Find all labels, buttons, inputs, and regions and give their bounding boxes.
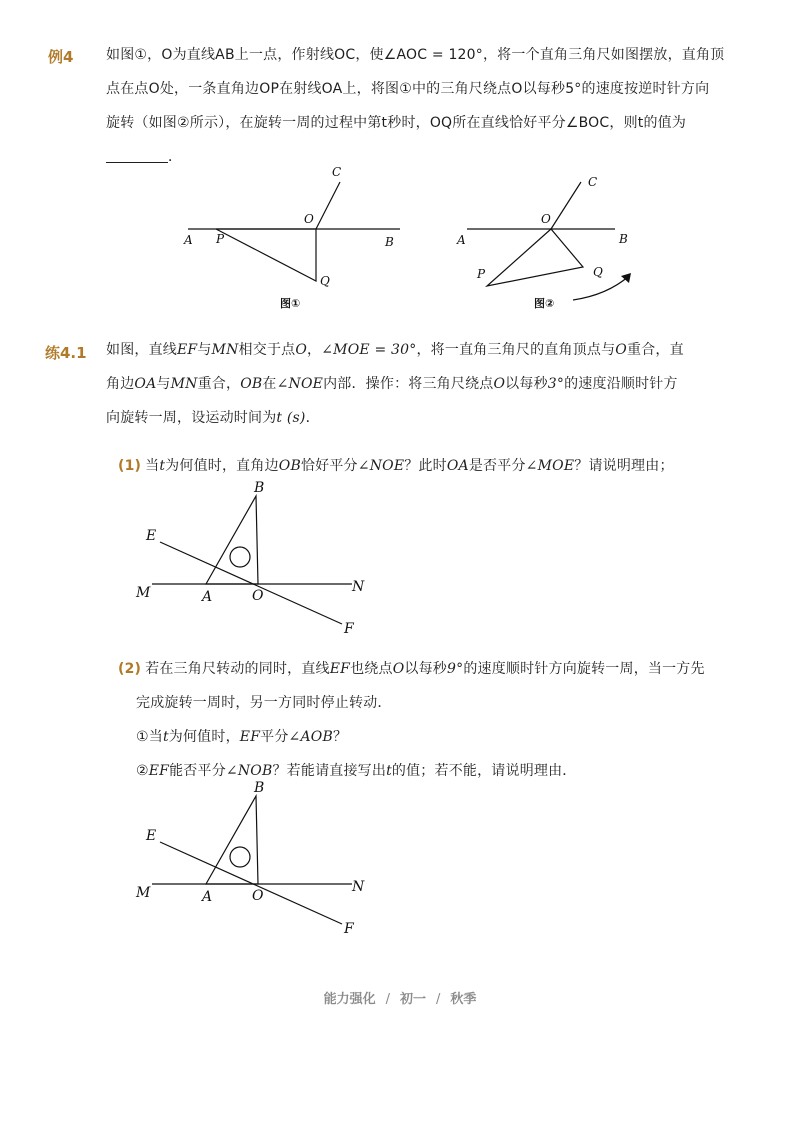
label-a: A (457, 233, 466, 247)
label-q: Q (593, 265, 603, 279)
exercise-line-1: 如图，直线EF与MN相交于点O，∠MOE = 30°，将一直角三角尺的直角顶点与O重合，直 (106, 342, 684, 358)
ray-oc (316, 182, 340, 229)
question-2 (118, 652, 705, 788)
question-2-line-2: 完成旋转一周时，另一方同时停止转动． (136, 695, 392, 711)
triangle (206, 796, 258, 884)
line-ef (160, 842, 342, 924)
question-2-part-ii: ②EF能否平分∠NOB？若能请直接写出t的值；若不能，请说明理由． (136, 763, 577, 779)
label-o: O (252, 888, 264, 904)
answer-blank[interactable] (106, 146, 168, 163)
label-n: N (352, 879, 365, 895)
label-a: A (202, 589, 213, 605)
example-4-label: 例4 (48, 48, 74, 66)
footer-grade: 初一 (399, 992, 426, 1007)
label-m: M (136, 885, 151, 901)
exercise-4-1-label: 练4.1 (45, 344, 87, 362)
label-b: B (619, 232, 628, 246)
example-4-line-2: 点在点O处，一条直角边OP在射线OA上，将图①中的三角尺绕点O以每秒5°的速度按逆时针方向 (106, 81, 710, 97)
exercise-line-2: 角边OA与MN重合，OB在∠NOE内部．操作：将三角尺绕点O以每秒3°的速度沿顺时针方 (106, 376, 678, 392)
triangle (216, 229, 316, 281)
exercise-4-1-text (106, 333, 684, 435)
label-b: B (385, 235, 394, 249)
footer-term: 秋季 (450, 992, 477, 1007)
page-footer: 能力强化 / 初一 / 秋季 (323, 992, 477, 1007)
figure-b (130, 778, 380, 943)
example-4-text (106, 38, 724, 174)
label-o: O (304, 212, 314, 226)
example-4-line-3: 旋转（如图②所示），在旋转一周的过程中第t秒时，OQ所在直线恰好平分∠BOC，则t的值为 (106, 115, 687, 131)
figure-1 (180, 160, 410, 320)
exercise-line-3: 向旋转一周，设运动时间为t (s)． (106, 410, 320, 426)
figure-2 (455, 160, 655, 320)
figure-2-caption: 图② (534, 297, 555, 310)
line-ef (160, 542, 342, 624)
ray-oc (551, 182, 581, 229)
question-2-number: (2) (118, 661, 142, 677)
figure-a (130, 478, 380, 643)
label-n: N (352, 579, 365, 595)
triangle (206, 496, 258, 584)
question-2-part-i: ①当t为何值时，EF平分∠AOB？ (136, 729, 348, 745)
example-4-line-4: ． (106, 140, 724, 174)
label-o: O (541, 212, 551, 226)
label-m: M (136, 585, 151, 601)
label-e: E (146, 828, 157, 844)
figure-1-caption: 图① (280, 297, 301, 310)
label-f: F (344, 621, 354, 637)
label-c: C (332, 165, 342, 179)
triangle (487, 229, 583, 286)
label-p: P (216, 232, 225, 246)
label-b: B (254, 780, 265, 796)
label-f: F (344, 921, 354, 937)
label-a: A (202, 889, 213, 905)
label-a: A (184, 233, 193, 247)
question-1-number: (1) (118, 458, 142, 474)
triangle-hole (230, 847, 250, 867)
rotation-arrow (573, 276, 629, 300)
label-p: P (477, 267, 486, 281)
question-1-line: (1) 当t为何值时，直角边OB恰好平分∠NOE？此时OA是否平分∠MOE？请说明理由； (118, 458, 674, 474)
footer-course: 能力强化 (323, 992, 376, 1007)
triangle-hole (230, 547, 250, 567)
question-2-line-1: (2) 若在三角尺转动的同时，直线EF也绕点O以每秒9°的速度顺时针方向旋转一周，当一方先 (118, 661, 705, 677)
label-o: O (252, 588, 264, 604)
label-c: C (588, 175, 598, 189)
label-e: E (146, 528, 157, 544)
label-b: B (254, 480, 265, 496)
example-4-line-1: 如图①，O为直线AB上一点，作射线OC，使∠AOC = 120°，将一个直角三角尺如图摆放，直角顶 (106, 47, 725, 63)
label-q: Q (320, 274, 330, 288)
